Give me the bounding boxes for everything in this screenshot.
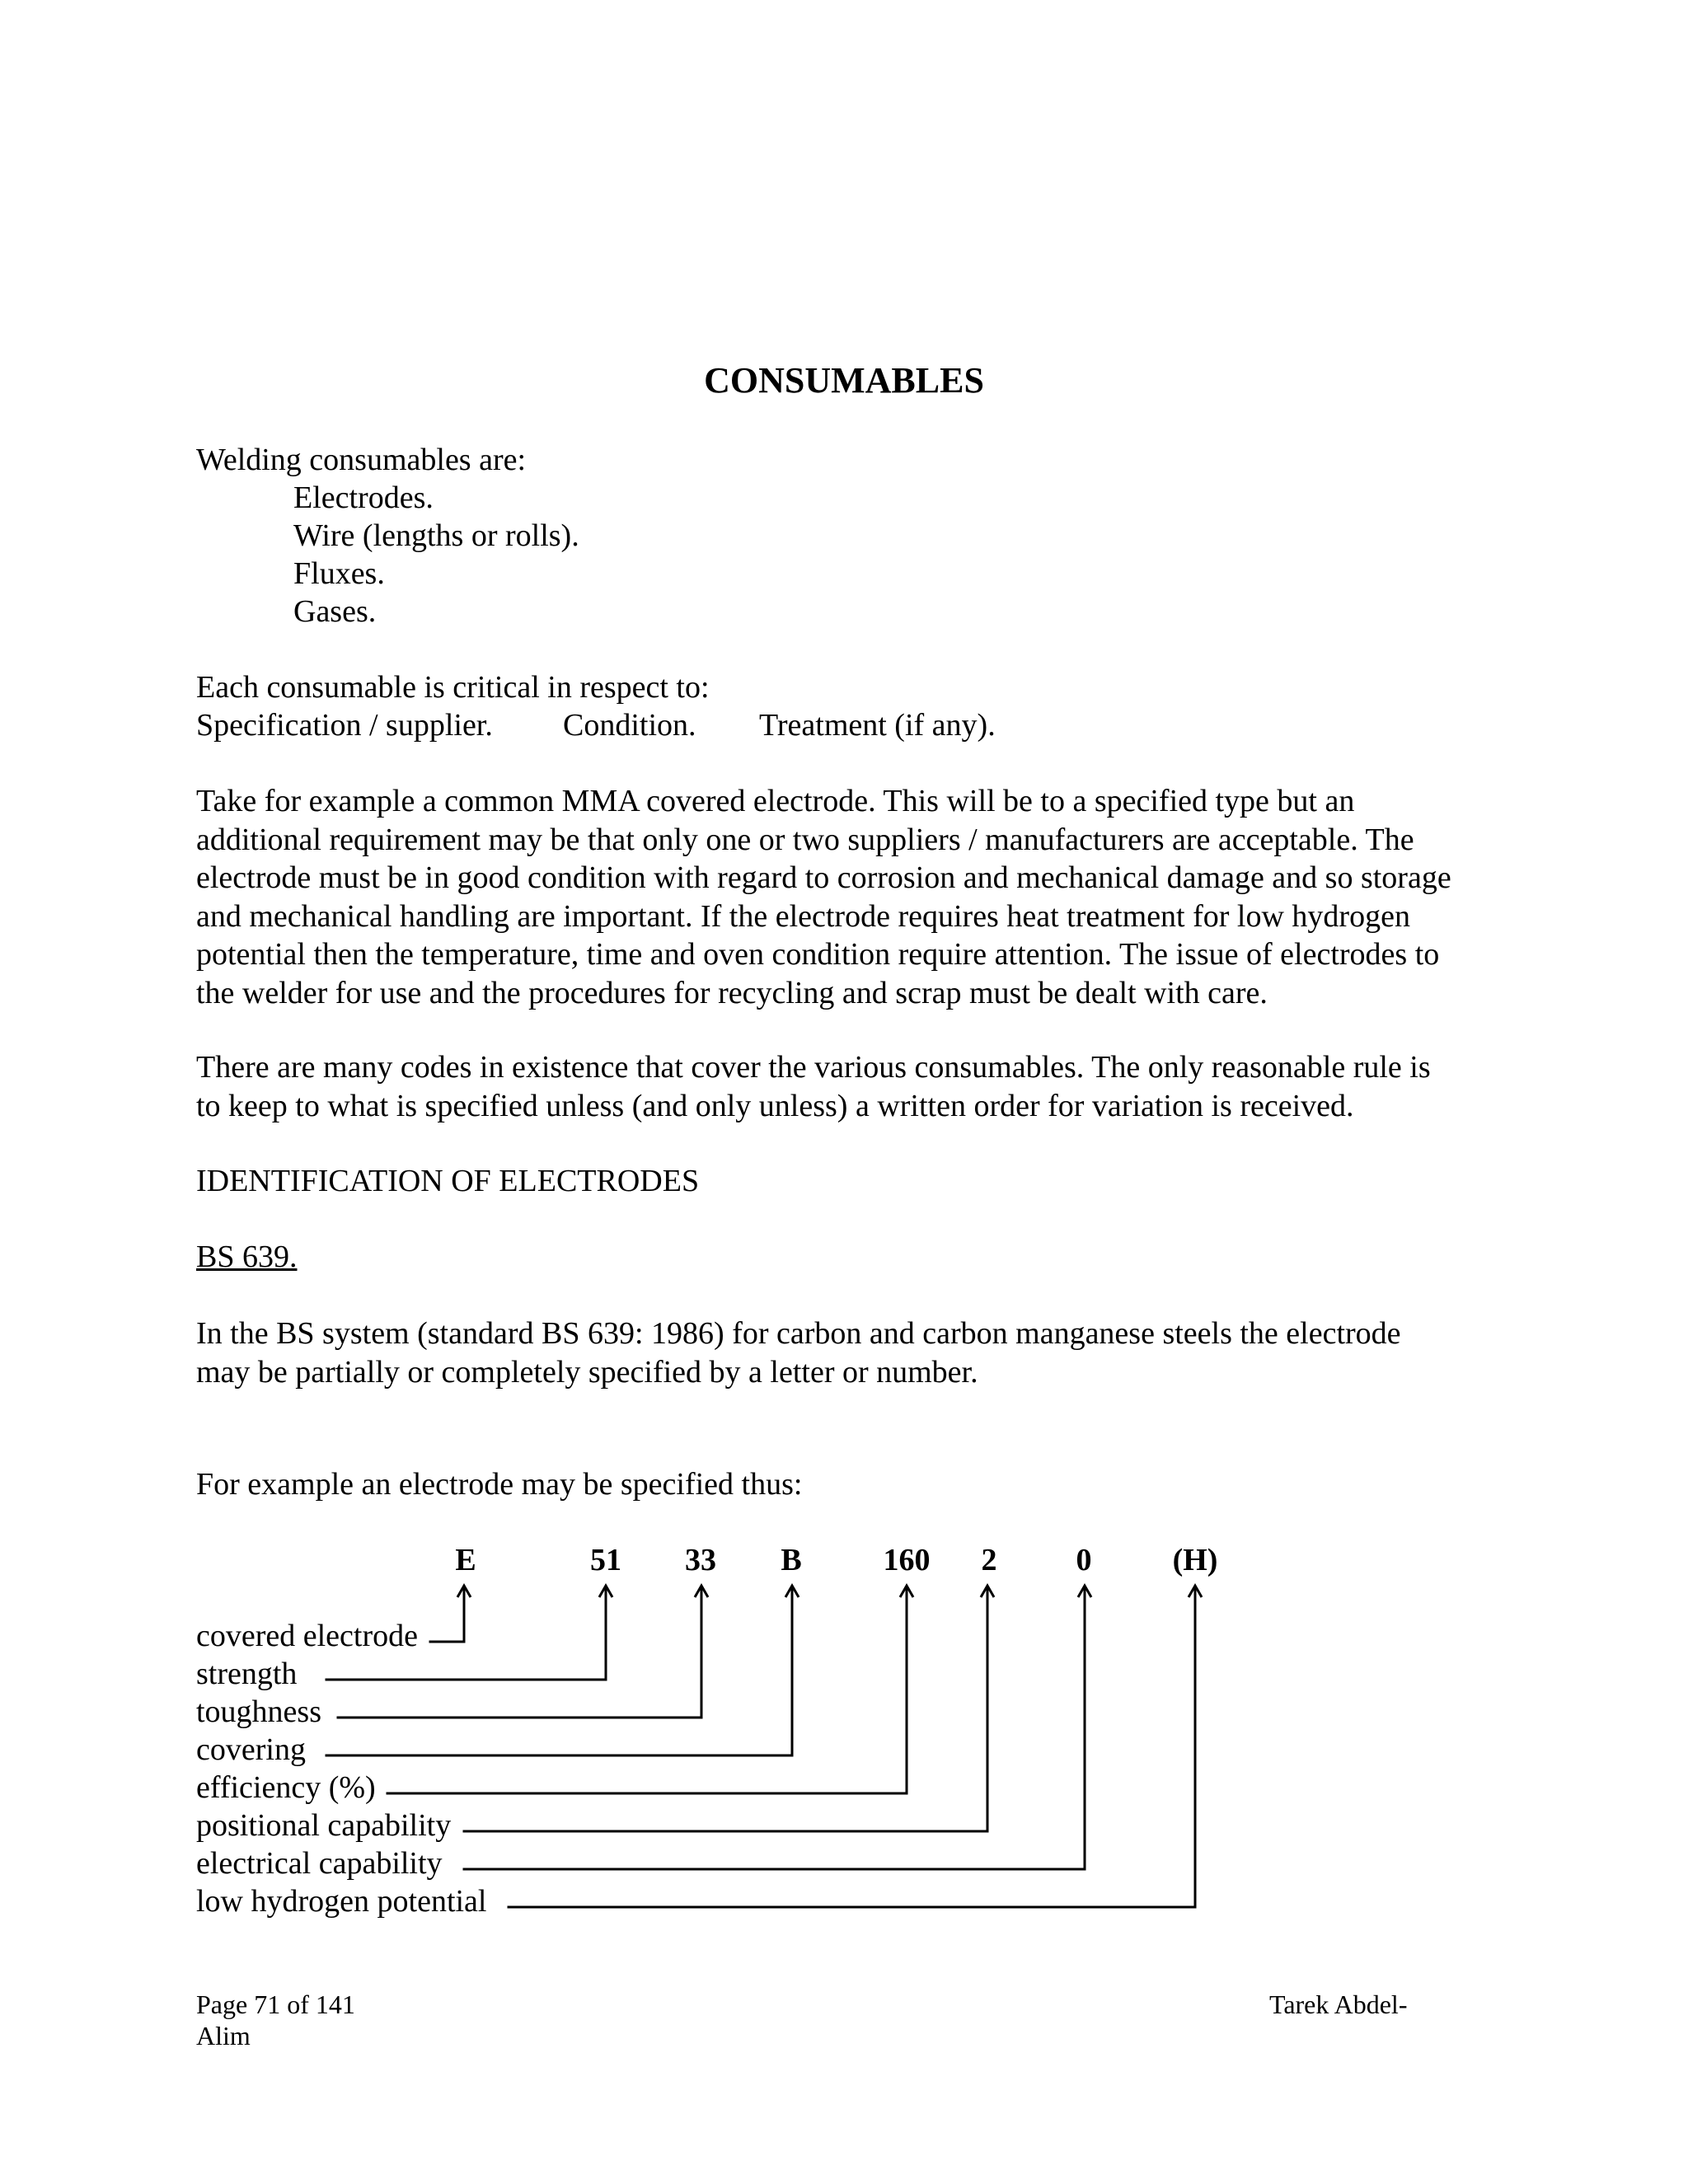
code-e: E	[455, 1543, 476, 1577]
label-toughness: toughness	[196, 1694, 321, 1729]
paragraph-line: Take for example a common MMA covered electrode. This will be to a specified type but an	[196, 784, 1355, 818]
label-hydrogen: low hydrogen potential	[196, 1884, 487, 1919]
footer-author: Tarek Abdel-	[1269, 1990, 1408, 2019]
arrowhead-icon	[981, 1586, 994, 1597]
paragraph-codes	[196, 1048, 1523, 1125]
label-positional: positional capability	[196, 1808, 452, 1843]
connector-covered-electrode	[430, 1586, 464, 1642]
paragraph-bs-system	[196, 1315, 1523, 1391]
critical-lead: Each consumable is critical in respect to:	[196, 670, 710, 705]
connector-hydrogen	[509, 1586, 1195, 1907]
critical-item: Treatment (if any).	[759, 708, 996, 743]
code-positional: 2	[981, 1543, 997, 1577]
paragraph-line: to keep to what is specified unless (and only unless) a written order for variation is received.	[196, 1088, 1354, 1123]
page-title: CONSUMABLES	[704, 360, 984, 401]
intro-lead: Welding consumables are:	[196, 443, 527, 477]
paragraph-example	[196, 782, 1523, 1012]
critical-item: Condition.	[563, 708, 696, 743]
label-electrical: electrical capability	[196, 1846, 443, 1881]
code-toughness: 33	[685, 1543, 716, 1577]
connector-covering	[326, 1586, 792, 1755]
connector-electrical	[464, 1586, 1085, 1869]
arrowhead-icon	[695, 1586, 708, 1597]
code-covering: B	[781, 1543, 802, 1577]
label-efficiency: efficiency (%)	[196, 1770, 376, 1805]
list-item: Gases.	[293, 594, 377, 629]
label-covered-electrode: covered electrode	[196, 1619, 418, 1653]
standard-heading: BS 639.	[196, 1240, 298, 1274]
paragraph-line: and mechanical handling are important. If the electrode requires heat treatment for low hydrogen	[196, 898, 1410, 934]
label-covering: covering	[196, 1732, 306, 1767]
example-lead: For example an electrode may be specified thus:	[196, 1467, 803, 1502]
arrowhead-icon	[785, 1586, 799, 1597]
footer-author-continued: Alim	[196, 2021, 251, 2050]
label-strength: strength	[196, 1657, 298, 1691]
section-heading: IDENTIFICATION OF ELECTRODES	[196, 1164, 700, 1198]
paragraph-line: may be partially or completely specified by a letter or number.	[196, 1354, 978, 1390]
paragraph-line: electrode must be in good condition with regard to corrosion and mechanical damage and so storage	[196, 860, 1451, 895]
paragraph-line: potential then the temperature, time and oven condition require attention. The issue of electrodes to	[196, 937, 1440, 972]
list-item: Fluxes.	[293, 556, 385, 591]
paragraph-line: additional requirement may be that only one or two suppliers / manufacturers are acceptable. The	[196, 822, 1414, 857]
arrowhead-icon	[900, 1586, 913, 1597]
paragraph-line: the welder for use and the procedures for recycling and scrap must be dealt with care.	[196, 975, 1268, 1010]
arrowhead-icon	[1189, 1586, 1202, 1597]
footer-page-number: Page 71 of 141	[196, 1990, 355, 2019]
arrowhead-icon	[599, 1586, 612, 1597]
connector-positional	[464, 1586, 987, 1831]
arrowhead-icon	[457, 1586, 471, 1597]
code-strength: 51	[590, 1543, 621, 1577]
paragraph-line: In the BS system (standard BS 639: 1986) for carbon and carbon manganese steels the electrode	[196, 1316, 1401, 1351]
list-item: Electrodes.	[293, 480, 434, 515]
code-hydrogen: (H)	[1172, 1543, 1218, 1577]
paragraph-line: There are many codes in existence that cover the various consumables. The only reasonable rule is	[196, 1050, 1431, 1085]
critical-item: Specification / supplier.	[196, 708, 493, 743]
code-electrical: 0	[1076, 1543, 1092, 1577]
code-efficiency: 160	[883, 1543, 931, 1577]
arrowhead-icon	[1078, 1586, 1091, 1597]
connector-efficiency	[387, 1586, 907, 1793]
list-item: Wire (lengths or rolls).	[293, 518, 579, 553]
